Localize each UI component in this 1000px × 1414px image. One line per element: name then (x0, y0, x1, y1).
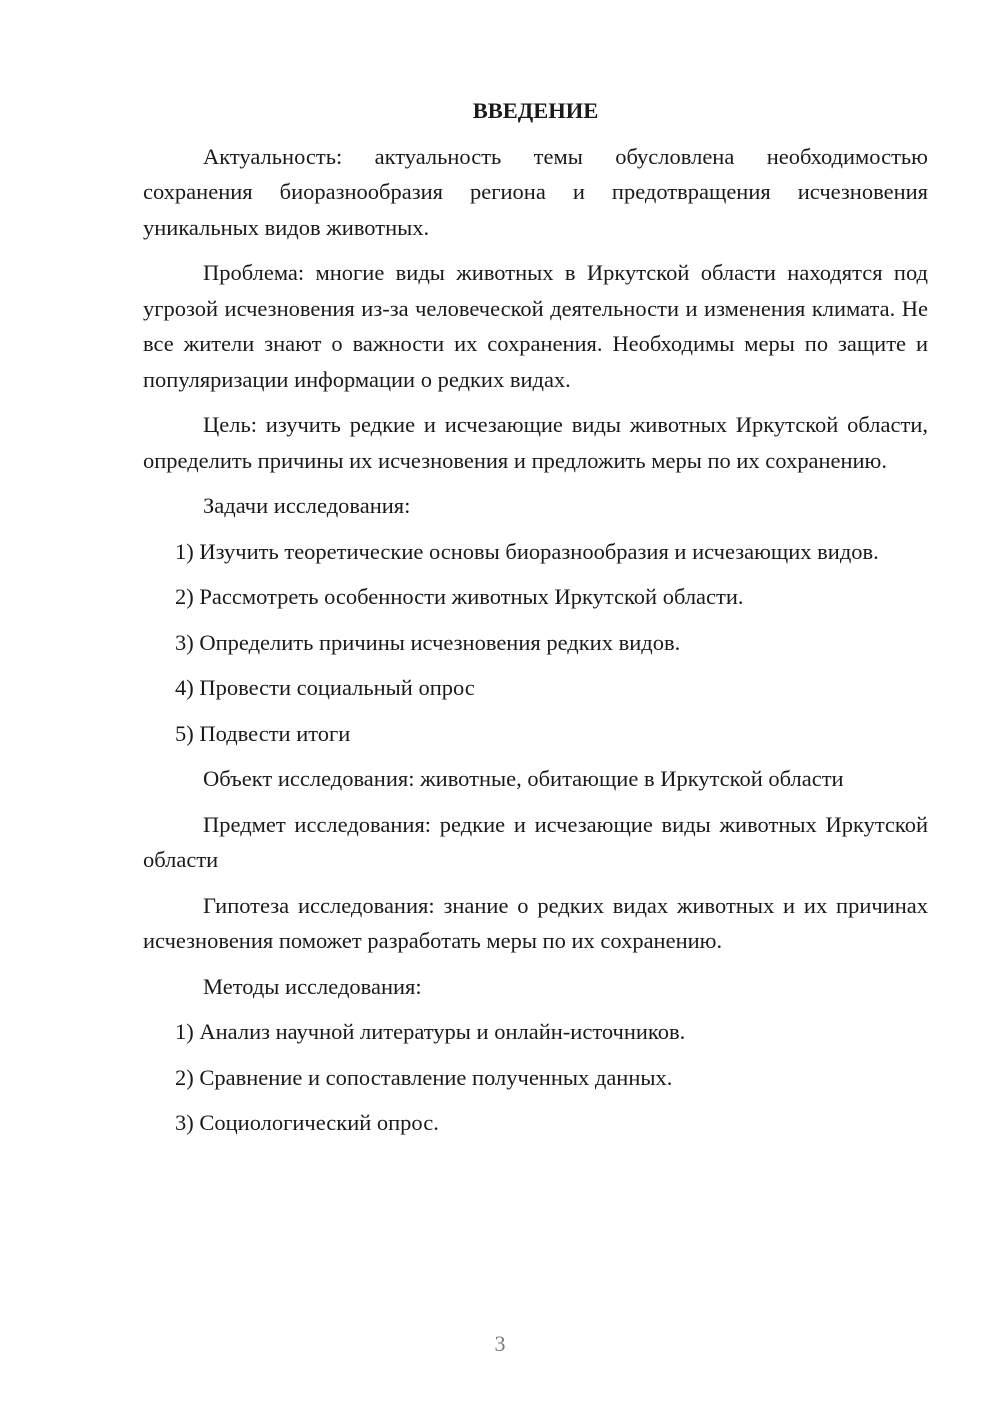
goal-paragraph: Цель: изучить редкие и исчезающие виды животных Иркутской области, определить причины их исчезновения и предложить меры по их сохранению. (143, 412, 928, 473)
problem-paragraph: Проблема: многие виды животных в Иркутской области находятся под угрозой исчезновения из-за человеческой деятельности и изменения климата. Не все жители знают о важности их сохранения. Необходимы меры по защите и популяризации информации о редких видах. (143, 260, 928, 392)
tasks-heading: Задачи исследования: (203, 493, 411, 518)
method-item: 2) Сравнение и сопоставление полученных данных. (175, 1064, 673, 1090)
task-item: 4) Провести социальный опрос (175, 675, 475, 700)
relevance-paragraph: Актуальность: актуальность темы обусловлена необходимостью сохранения биоразнообразия региона и предотвращения исчезновения уникальных видов животных. (143, 143, 928, 240)
task-item: 5) Подвести итоги (175, 720, 351, 746)
research-object: Объект исследования: животные, обитающие в Иркутской области (203, 766, 844, 791)
task-item: 3) Определить причины исчезновения редких видов. (175, 629, 681, 655)
research-subject: Предмет исследования: редкие и исчезающие виды животных Иркутской области (143, 811, 928, 872)
page-number: 3 (494, 1331, 506, 1356)
research-hypothesis: Гипотеза исследования: знание о редких видах животных и их причинах исчезновения поможет разработать меры по их сохранению. (143, 892, 928, 953)
method-item: 3) Социологический опрос. (175, 1110, 439, 1135)
task-item: 2) Рассмотреть особенности животных Иркутской области. (175, 584, 744, 609)
page-title: ВВЕДЕНИЕ (472, 98, 599, 123)
methods-heading: Методы исследования: (203, 973, 422, 999)
page-content (143, 93, 928, 1151)
method-item: 1) Анализ научной литературы и онлайн-источников. (175, 1019, 686, 1044)
task-item: 1) Изучить теоретические основы биоразнообразия и исчезающих видов. (175, 538, 879, 564)
